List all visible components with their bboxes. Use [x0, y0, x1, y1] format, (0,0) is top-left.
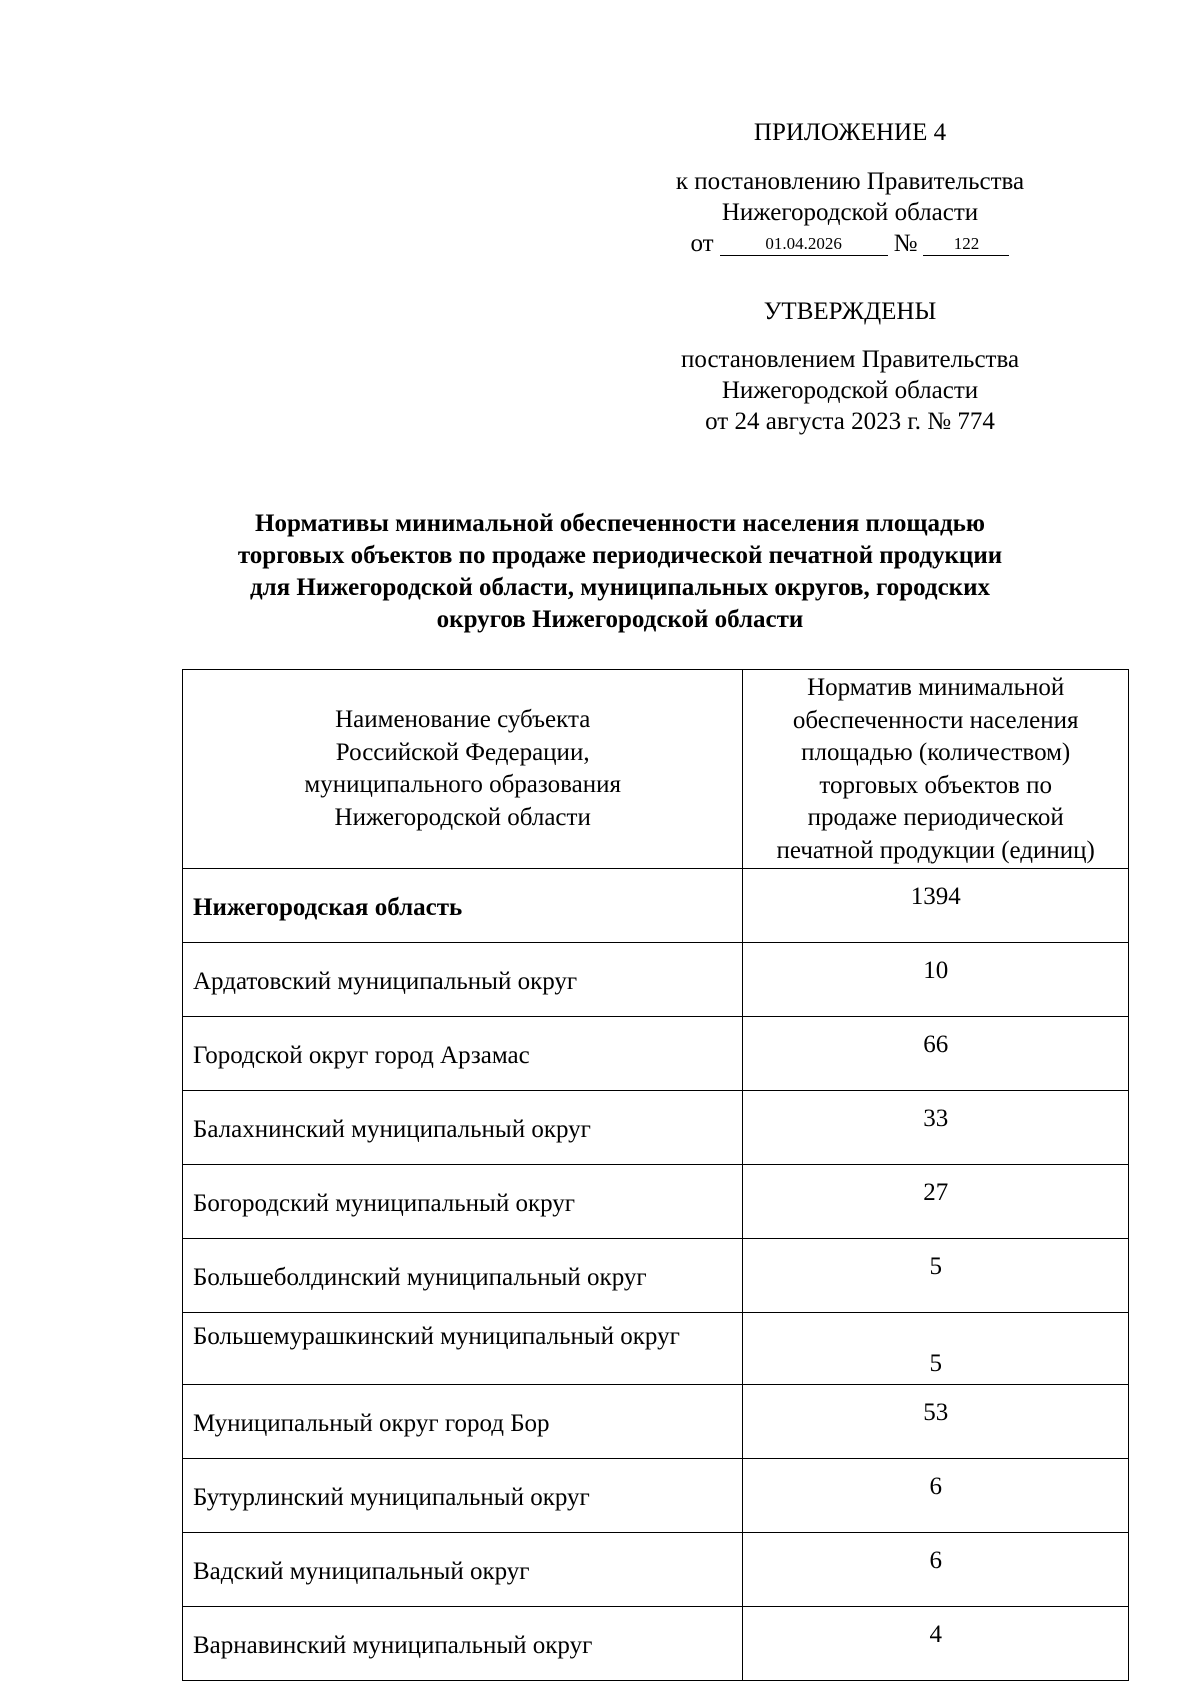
header-value-cell	[743, 670, 1129, 869]
approved-line-2: Нижегородской области	[721, 377, 979, 404]
table-row	[183, 1533, 1129, 1607]
table-row	[183, 1313, 1129, 1385]
header-name-line: Российской Федерации,	[335, 738, 590, 766]
approved-heading	[640, 296, 1060, 327]
header-value-line: печатной продукции (единиц)	[776, 836, 1095, 864]
row-value-cell: 6	[743, 1459, 1129, 1533]
row-value-cell: 6	[743, 1533, 1129, 1607]
decree-number-field: 122	[923, 233, 1009, 256]
approved-label: УТВЕРЖДЕНЫ	[763, 298, 937, 325]
header-value-line: продаже периодической	[807, 804, 1064, 831]
row-name-cell: Балахнинский муниципальный округ	[183, 1091, 743, 1165]
decree-date-field: 01.04.2026	[720, 233, 888, 256]
row-name-cell: Вадский муниципальный округ	[183, 1533, 743, 1607]
row-name-cell: Нижегородская область	[183, 869, 743, 943]
from-label: от	[690, 230, 714, 257]
decree-line-1: к постановлению Правительства	[675, 168, 1025, 195]
decree-line-2: Нижегородской области	[721, 199, 979, 226]
row-name-cell: Богородский муниципальный округ	[183, 1165, 743, 1239]
header-name-cell	[183, 670, 743, 869]
appendix-heading	[640, 117, 1060, 148]
row-name-cell: Муниципальный округ город Бор	[183, 1385, 743, 1459]
header-name-line: Нижегородской области	[334, 803, 591, 831]
document-title-line-4: округов Нижегородской области	[436, 606, 804, 633]
decree-date-line	[640, 228, 1060, 259]
header-name-line: Наименование субъекта	[335, 706, 591, 733]
row-value-cell: 66	[743, 1017, 1129, 1091]
table-row	[183, 1165, 1129, 1239]
header-value-line: площадью (количеством)	[801, 739, 1071, 766]
table-row	[183, 1459, 1129, 1533]
table-header-row	[183, 670, 1129, 869]
document-title-line-3: для Нижегородской области, муниципальных округов, городских	[249, 574, 990, 601]
approved-reference	[640, 344, 1060, 437]
row-value-cell: 1394	[743, 869, 1129, 943]
table-row	[183, 1017, 1129, 1091]
appendix-label: ПРИЛОЖЕНИЕ 4	[753, 119, 947, 146]
row-value-cell: 4	[743, 1607, 1129, 1681]
table-row	[183, 1607, 1129, 1681]
row-name-cell: Ардатовский муниципальный округ	[183, 943, 743, 1017]
document-title	[160, 508, 1080, 636]
header-name-line: муниципального образования	[304, 771, 621, 798]
row-name-cell: Бутурлинский муниципальный округ	[183, 1459, 743, 1533]
document-title-line-1: Нормативы минимальной обеспеченности населения площадью	[255, 510, 985, 537]
table-row	[183, 1239, 1129, 1313]
row-value-cell: 53	[743, 1385, 1129, 1459]
number-label: №	[893, 230, 918, 257]
header-value-line: Норматив минимальной	[807, 674, 1065, 701]
table-row	[183, 943, 1129, 1017]
row-value-cell: 10	[743, 943, 1129, 1017]
header-value-line: торговых объектов по	[819, 771, 1052, 799]
approved-line-1: постановлением Правительства	[680, 346, 1020, 373]
table-row	[183, 869, 1129, 943]
row-value-cell: 5	[743, 1239, 1129, 1313]
header-value-line: обеспеченности населения	[792, 706, 1079, 734]
decree-reference	[640, 166, 1060, 259]
norms-table	[182, 669, 1129, 1681]
approved-line-3: от 24 августа 2023 г. № 774	[705, 408, 995, 435]
document-title-line-2: торговых объектов по продаже периодической печатной продукции	[237, 542, 1003, 569]
row-value-cell: 5	[743, 1313, 1129, 1385]
table-row	[183, 1385, 1129, 1459]
row-value-cell: 27	[743, 1165, 1129, 1239]
row-value-cell: 33	[743, 1091, 1129, 1165]
row-name-cell: Варнавинский муниципальный округ	[183, 1607, 743, 1681]
table-row	[183, 1091, 1129, 1165]
row-name-cell: Городской округ город Арзамас	[183, 1017, 743, 1091]
row-name-cell: Большемурашкинский муниципальный округ	[183, 1313, 743, 1385]
row-name-cell: Большеболдинский муниципальный округ	[183, 1239, 743, 1313]
